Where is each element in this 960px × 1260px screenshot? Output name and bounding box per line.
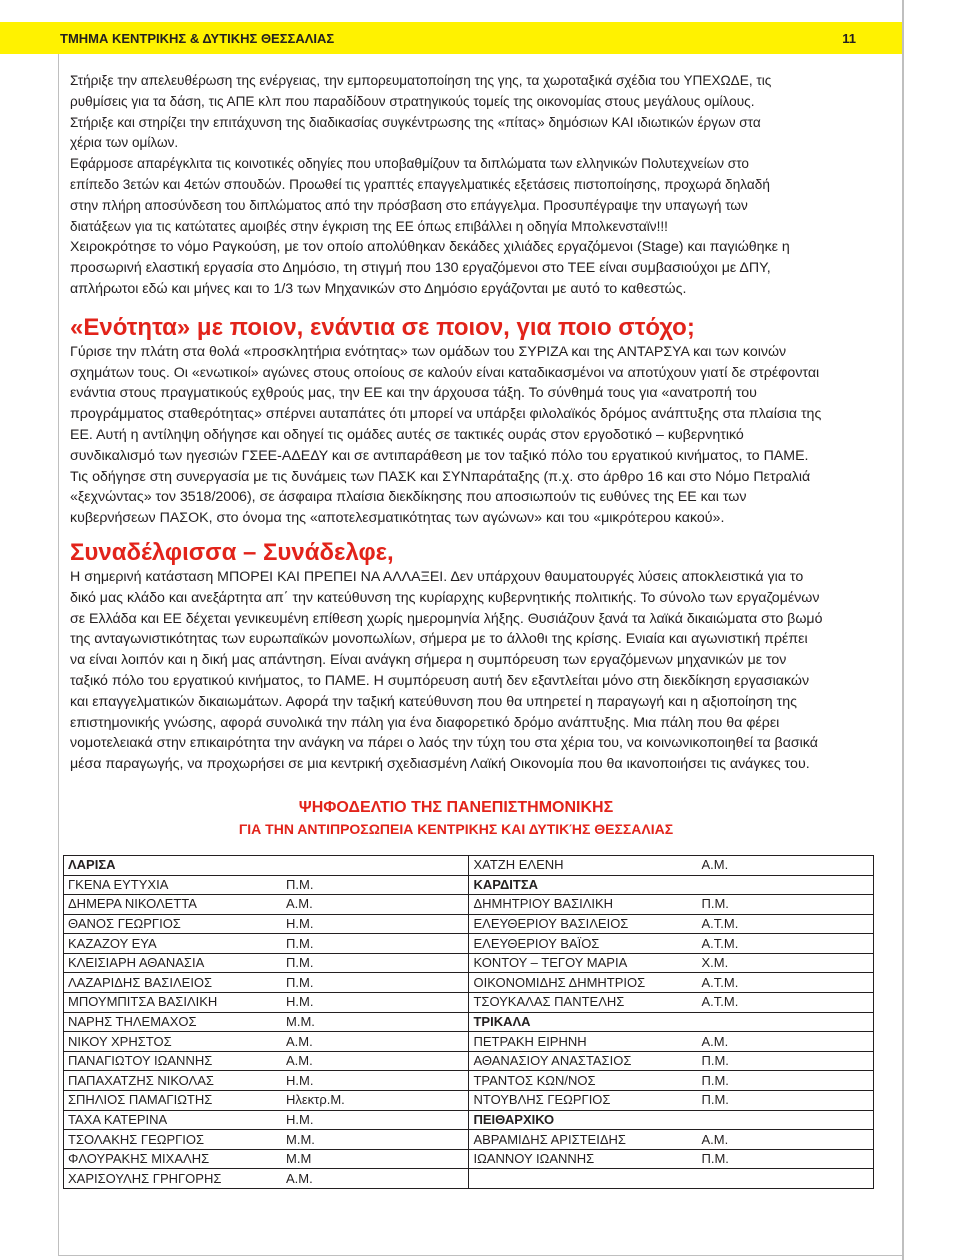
- text-line: Στήριξε την απελευθέρωση της ενέργειας, την εμπορευματοποίηση της γης, τα χωροταξικά σχέδια του ΥΠΕΧΩΔΕ, τις: [70, 73, 772, 88]
- text-line: προσωρινή ελαστική εργασία στο Δημόσιο, τη στιγμή που 130 εργαζόμενοι στο ΤΕΕ είναι συμβασιούχοι με ΔΠΥ,: [70, 260, 771, 277]
- ballot-cell-left: [64, 1149, 469, 1169]
- candidate-name: ΝΑΡΗΣ ΤΗΛΕΜΑΧΟΣ: [68, 1013, 197, 1029]
- ballot-title: ΨΗΦΟΔΕΛΤΙΟ ΤΗΣ ΠΑΝΕΠΙΣΤΗΜΟΝΙΚΗΣ: [298, 798, 614, 816]
- candidate-name: ΟΙΚΟΝΟΜΙΔΗΣ ΔΗΜΗΤΡΙΟΣ: [473, 974, 646, 990]
- candidate-name: ΜΠΟΥΜΠΙΤΣΑ ΒΑΣΙΛΙΚΗ: [68, 994, 218, 1010]
- candidate-name: ΤΣΟΥΚΑΛΑΣ ΠΑΝΤΕΛΗΣ: [473, 994, 625, 1010]
- candidate-name: ΝΤΟΥΒΛΗΣ ΓΕΩΡΓΙΟΣ: [473, 1092, 611, 1108]
- candidate-name: ΠΕΤΡΑΚΗ ΕΙΡΗΝΗ: [473, 1033, 587, 1049]
- ballot-row: [64, 855, 874, 875]
- text-line: ρυθμίσεις για τα δάση, τις ΑΠΕ κλπ που παραδίδουν στρατηγικούς τομείς της οικονομίας στους μεγάλους ομίλους.: [70, 93, 755, 109]
- candidate-specialty: Α.Μ.: [286, 1033, 313, 1049]
- text-line: Χειροκρότησε το νόμο Ραγκούση, με τον οποίο απολύθηκαν δεκάδες χιλιάδες εργαζόμενοι (Stage) και παγιώθηκε η: [70, 239, 790, 256]
- candidate-specialty: Α.Τ.Μ.: [701, 994, 739, 1010]
- ballot-cell-right: [469, 1071, 874, 1091]
- section-heading-colleagues: Συναδέλφισσα – Συνάδελφε,: [70, 538, 394, 566]
- candidate-specialty: Μ.Μ.: [286, 1013, 315, 1029]
- ballot-cell-right: [469, 1149, 874, 1169]
- ballot-cell-left: [64, 1169, 469, 1189]
- section-colleagues-text: [70, 567, 842, 775]
- region-heading: ΤΡΙΚΑΛΑ: [473, 1013, 531, 1029]
- ballot-cell-right: [469, 1110, 874, 1130]
- ballot-row: [64, 934, 874, 954]
- text-line: χέρια των ομίλων.: [70, 135, 179, 151]
- ballot-row: [64, 1130, 874, 1150]
- candidate-specialty: Η.Μ.: [286, 1072, 314, 1088]
- ballot-row: [64, 1091, 874, 1111]
- ballot-cell-right: [469, 875, 874, 895]
- candidate-specialty: Η.Μ.: [286, 994, 314, 1010]
- ballot-cell-left: [64, 875, 469, 895]
- text-line: διατάξεων για τις κατώτατες αμοιβές στην έγκριση της ΕΕ όπως επιβάλλει η οδηγία Μπολκενσταϊν!!!: [70, 218, 668, 234]
- text-line: και επαγγελματικών δικαιωμάτων. Αφορά την ταξική κατεύθυνση που θα υπηρετεί η παραγωγή και η αξιοποίηση της: [70, 693, 797, 710]
- candidate-name: ΠΑΝΑΓΙΩΤΟΥ ΙΩΑΝΝΗΣ: [68, 1053, 213, 1069]
- ballot-row: [64, 1071, 874, 1091]
- intro-paragraph-2: [70, 237, 842, 299]
- candidate-specialty: Π.Μ.: [701, 1072, 729, 1088]
- text-line: επίπεδο 3ετών και 4ετών σπουδών. Προωθεί τις γραπτές επαγγελματικές εξετάσεις πιστοποίησης, προχωρά δηλαδή: [70, 176, 770, 192]
- candidate-name: ΤΡΑΝΤΟΣ ΚΩΝ/ΝΟΣ: [473, 1072, 596, 1088]
- ballot-cell-right: [469, 855, 874, 875]
- text-line: Γύρισε την πλάτη στα θολά «προσκλητήρια ενότητας» των ομάδων του ΣΥΡΙΖΑ και της ΑΝΤΑΡΣΥΑ και των κοινών: [70, 343, 787, 360]
- ballot-cell-right: [469, 934, 874, 954]
- candidate-name: ΚΟΝΤΟΥ – ΤΕΓΟΥ ΜΑΡΙΑ: [473, 955, 628, 971]
- text-line: στην πλήρη αποσύνδεση του διπλώματος από την πρόσβαση στο επάγγελμα. Προσυπέγραψε την υπαγωγή των: [70, 197, 748, 213]
- ballot-row: [64, 993, 874, 1013]
- text-line: δικό μας κλάδο και ανεξάρτητα απ΄ την κατεύθυνση της κυρίαρχης κυβερνητικής πολιτικής. Το σύνολο των εργαζομένων: [70, 589, 820, 606]
- article-body: [70, 71, 842, 1189]
- candidate-name: ΚΑΖΑΖΟΥ ΕΥΑ: [68, 935, 157, 951]
- candidate-specialty: Α.Τ.Μ.: [701, 915, 739, 931]
- candidate-specialty: Α.Μ.: [701, 857, 729, 873]
- text-line: Εφάρμοσε απαρέγκλιτα τις κοινοτικές οδηγίες που υποβαθμίζουν τα διπλώματα των ελληνικών Πολυτεχνείων στο: [70, 156, 749, 172]
- ballot-cell-left: [64, 1012, 469, 1032]
- candidate-name: ΣΠΗΛΙΟΣ ΠΑΜΑΓΙΩΤΗΣ: [68, 1092, 213, 1108]
- ballot-row: [64, 914, 874, 934]
- text-line: «ξεχνώντας» τον 3518/2006), σε άσφαιρα πλαίσια διεκδίκησης που αποσιωπούν τις ευθύνες της ΕΕ και των: [70, 489, 747, 506]
- candidate-specialty: Ηλεκτρ.Μ.: [286, 1092, 345, 1108]
- candidate-name: ΤΣΟΛΑΚΗΣ ΓΕΩΡΓΙΟΣ: [68, 1131, 205, 1147]
- candidate-specialty: Α.Μ.: [286, 896, 313, 912]
- text-line: απλήρωτοι εδώ και μήνες και το 1/3 των Μηχανικών στο Δημόσιο εργάζονται με αυτό το καθεστώς.: [70, 280, 687, 297]
- candidate-specialty: Π.Μ.: [286, 955, 314, 971]
- section-unity-text: [70, 342, 842, 529]
- text-line: συνδικαλισμό των ηγεσιών ΓΣΕΕ-ΑΔΕΔΥ και σε αντιπαράθεση με τον ταξικό πόλο του εργατικού κινήματος, το ΠΑΜΕ.: [70, 447, 809, 464]
- candidate-specialty: Μ.Μ: [286, 1151, 312, 1167]
- region-heading: ΠΕΙΘΑΡΧΙΚΟ: [473, 1111, 555, 1127]
- text-line: επιστημονικής γνώσης, αφορά συνολικά την πάλη για ένα διαφορετικό δρόμο ανάπτυξης. Μια πάλη που θα φέρει: [70, 714, 780, 731]
- ballot-cell-left: [64, 1032, 469, 1052]
- ballot-row: [64, 1032, 874, 1052]
- ballot-cell-left: [64, 934, 469, 954]
- ballot-cell-right: [469, 914, 874, 934]
- ballot-cell-right: [469, 1051, 874, 1071]
- candidate-specialty: Α.Μ.: [286, 1053, 313, 1069]
- text-line: μέσα παραγωγής, να προχωρήσει σε μια κεντρική σχεδιασμένη Λαϊκή Οικονομία που θα ικανοποιήσει τις ανάγκες του.: [70, 756, 810, 773]
- text-line: Η σημερινή κατάσταση ΜΠΟΡΕΙ ΚΑΙ ΠΡΕΠΕΙ ΝΑ ΑΛΛΑΞΕΙ. Δεν υπάρχουν θαυματουργές λύσεις αποκλειστικά για το: [70, 568, 804, 585]
- ballot-cell-left: [64, 993, 469, 1013]
- left-border: [58, 54, 59, 1256]
- text-line: σε Ελλάδα και ΕΕ δέχεται γενικευμένη επίθεση χωρίς ημερομηνία λήξης. Θυσιάζουν ξανά τα λαϊκά δικαιώματα στο βωμό: [70, 610, 823, 627]
- ballot-cell-right: [469, 1169, 874, 1189]
- candidate-specialty: Α.Τ.Μ.: [701, 935, 739, 951]
- text-line: νομοτελειακά στην επικαιρότητα την ανάγκη να πάρει ο λαός την τύχη του στα χέρια του, να κοινωνικοποιηθεί τα βασικά: [70, 735, 818, 752]
- candidate-name: ΚΛΕΙΣΙΑΡΗ ΑΘΑΝΑΣΙΑ: [68, 955, 205, 971]
- candidate-specialty: Π.Μ.: [701, 896, 729, 912]
- candidate-specialty: Α.Μ.: [286, 1170, 313, 1186]
- ballot-row: [64, 1149, 874, 1169]
- header-title: ΤΜΗΜΑ ΚΕΝΤΡΙΚΗΣ & ΔΥΤΙΚΗΣ ΘΕΣΣΑΛΙΑΣ: [60, 30, 335, 46]
- ballot-cell-left: [64, 1091, 469, 1111]
- candidate-name: ΠΑΠΑΧΑΤΖΗΣ ΝΙΚΟΛΑΣ: [68, 1072, 214, 1088]
- candidate-name: ΕΛΕΥΘΕΡΙΟΥ ΒΑΣΙΛΕΙΟΣ: [473, 915, 629, 931]
- candidate-name: ΧΑΤΖΗ ΕΛΕΝΗ: [473, 857, 564, 873]
- candidate-specialty: Α.Μ.: [701, 1131, 729, 1147]
- candidate-specialty: Μ.Μ.: [286, 1131, 315, 1147]
- text-line: κυβερνήσεων ΠΑΣΟΚ, στο όνομα της «αποτελεσματικότητας των αγώνων» και του «μικρότερου κακού».: [70, 510, 725, 527]
- text-line: της ανταγωνιστικότητας των ευρωπαϊκών μονοπωλίων, σήμερα με το άλλοθι της κρίσης. Ενιαία και αγωνιστική πρέπει: [70, 631, 808, 648]
- ballot-cell-left: [64, 855, 469, 875]
- page-header: [0, 22, 902, 54]
- candidate-specialty: Π.Μ.: [286, 876, 314, 892]
- ballot-row: [64, 1110, 874, 1130]
- candidate-name: ΑΘΑΝΑΣΙΟΥ ΑΝΑΣΤΑΣΙΟΣ: [473, 1053, 632, 1069]
- candidate-name: ΔΗΜΕΡΑ ΝΙΚΟΛΕΤΤΑ: [68, 896, 197, 912]
- page-number: 11: [842, 30, 856, 46]
- candidate-specialty: Π.Μ.: [286, 935, 314, 951]
- candidate-specialty: Χ.Μ.: [701, 955, 729, 971]
- section-heading-unity: «Ενότητα» με ποιον, ενάντια σε ποιον, για ποιο στόχο;: [70, 313, 695, 341]
- ballot-cell-right: [469, 953, 874, 973]
- candidate-name: ΧΑΡΙΣΟΥΛΗΣ ΓΡΗΓΟΡΗΣ: [68, 1170, 222, 1186]
- candidate-name: ΝΙΚΟΥ ΧΡΗΣΤΟΣ: [68, 1033, 172, 1049]
- candidate-specialty: Α.Μ.: [701, 1033, 729, 1049]
- text-line: ενάντια στους πραγματικούς εχθρούς μας, την ΕΕ και την άρχουσα τάξη. Το σύνθημά τους για «ανατροπή του: [70, 385, 757, 402]
- ballot-row: [64, 895, 874, 915]
- text-line: ΕΕ. Αυτή η αντίληψη οδήγησε και οδηγεί τις ομάδες αυτές σε τακτικές ουράς στον εργοδοτικό – κυβερνητικό: [70, 426, 744, 443]
- ballot-row: [64, 1169, 874, 1189]
- bottom-border: [58, 1255, 902, 1256]
- ballot-row: [64, 953, 874, 973]
- candidate-name: ΑΒΡΑΜΙΔΗΣ ΑΡΙΣΤΕΙΔΗΣ: [473, 1131, 626, 1147]
- ballot-subtitle: ΓΙΑ ΤΗΝ ΑΝΤΙΠΡΟΣΩΠΕΙΑ ΚΕΝΤΡΙΚΗΣ ΚΑΙ ΔΥΤΙΚΉΣ ΘΕΣΣΑΛΙΑΣ: [238, 820, 674, 837]
- candidate-specialty: Π.Μ.: [286, 974, 314, 990]
- ballot-cell-left: [64, 1051, 469, 1071]
- ballot-row: [64, 1012, 874, 1032]
- ballot-cell-left: [64, 973, 469, 993]
- ballot-cell-right: [469, 1091, 874, 1111]
- ballot-cell-right: [469, 895, 874, 915]
- intro-paragraph: [70, 71, 842, 237]
- ballot-cell-right: [469, 993, 874, 1013]
- candidate-name: ΘΑΝΟΣ ΓΕΩΡΓΙΟΣ: [68, 915, 181, 931]
- ballot-cell-right: [469, 1032, 874, 1052]
- ballot-row: [64, 1051, 874, 1071]
- candidate-name: ΓΚΕΝΑ ΕΥΤΥΧΙΑ: [68, 876, 169, 892]
- candidate-name: ΦΛΟΥΡΑΚΗΣ ΜΙΧΑΛΗΣ: [68, 1151, 210, 1167]
- ballot-cell-right: [469, 1130, 874, 1150]
- text-line: σχημάτων τους. Οι «ενωτικοί» αγώνες στους οποίους σε καλούν είναι καταδικασμένοι να αποτύχουν γιατί δε στρέφονται: [70, 364, 820, 381]
- candidate-name: ΙΩΑΝΝΟΥ ΙΩΑΝΝΗΣ: [473, 1151, 595, 1167]
- text-line: ταξικό πόλο του εργατικού κινήματος, το ΠΑΜΕ. Η συμπόρευση αυτή δεν εξαντλείται μόνο στη διεκδίκηση εργασιακών: [70, 672, 810, 689]
- ballot-cell-left: [64, 1130, 469, 1150]
- text-line: Τις οδήγησε στη συνεργασία με τις δυνάμεις των ΠΑΣΚ και ΣΥΝπαράταξης (π.χ. στο άρθρο 16 και στο Νόμο Πετραλιά: [70, 468, 811, 485]
- candidate-specialty: Π.Μ.: [701, 1092, 729, 1108]
- ballot-cell-right: [469, 973, 874, 993]
- candidate-name: ΕΛΕΥΘΕΡΙΟΥ ΒΑΪΟΣ: [473, 935, 600, 951]
- text-line: προγράμματος σταθερότητας» σπέρνει αυταπάτες ότι μπορεί να υπάρξει φιλολαϊκός δρόμος ανάπτυξης στα πλαίσια της: [70, 406, 822, 423]
- candidate-specialty: Η.Μ.: [286, 1111, 314, 1127]
- right-margin: [902, 0, 960, 1260]
- ballot-cell-left: [64, 895, 469, 915]
- ballot-cell-left: [64, 914, 469, 934]
- candidate-specialty: Π.Μ.: [701, 1151, 729, 1167]
- ballot-cell-left: [64, 1110, 469, 1130]
- candidate-name: ΤΑΧΑ ΚΑΤΕΡΙΝΑ: [68, 1111, 168, 1127]
- region-heading: ΛΑΡΙΣΑ: [68, 857, 116, 873]
- text-line: να είναι λοιπόν και η δική μας απάντηση. Είναι ανάγκη σήμερα η συμπόρευση των εργαζόμενων μηχανικών με τον: [70, 652, 787, 669]
- ballot-table: [63, 855, 874, 1189]
- region-heading: ΚΑΡΔΙΤΣΑ: [473, 876, 539, 892]
- candidate-name: ΔΗΜΗΤΡΙΟΥ ΒΑΣΙΛΙΚΗ: [473, 896, 614, 912]
- text-line: Στήριξε και στηρίζει την επιτάχυνση της διαδικασίας συγκέντρωσης της «πίτας» δημόσιων ΚΑΙ ιδιωτικών έργων στα: [70, 114, 761, 130]
- candidate-name: ΛΑΖΑΡΙΔΗΣ ΒΑΣΙΛΕΙΟΣ: [68, 974, 213, 990]
- ballot-row: [64, 875, 874, 895]
- candidate-specialty: Π.Μ.: [701, 1053, 729, 1069]
- ballot-cell-left: [64, 1071, 469, 1091]
- ballot-cell-right: [469, 1012, 874, 1032]
- ballot-row: [64, 973, 874, 993]
- ballot-cell-left: [64, 953, 469, 973]
- candidate-specialty: Α.Τ.Μ.: [701, 974, 739, 990]
- candidate-specialty: Η.Μ.: [286, 915, 314, 931]
